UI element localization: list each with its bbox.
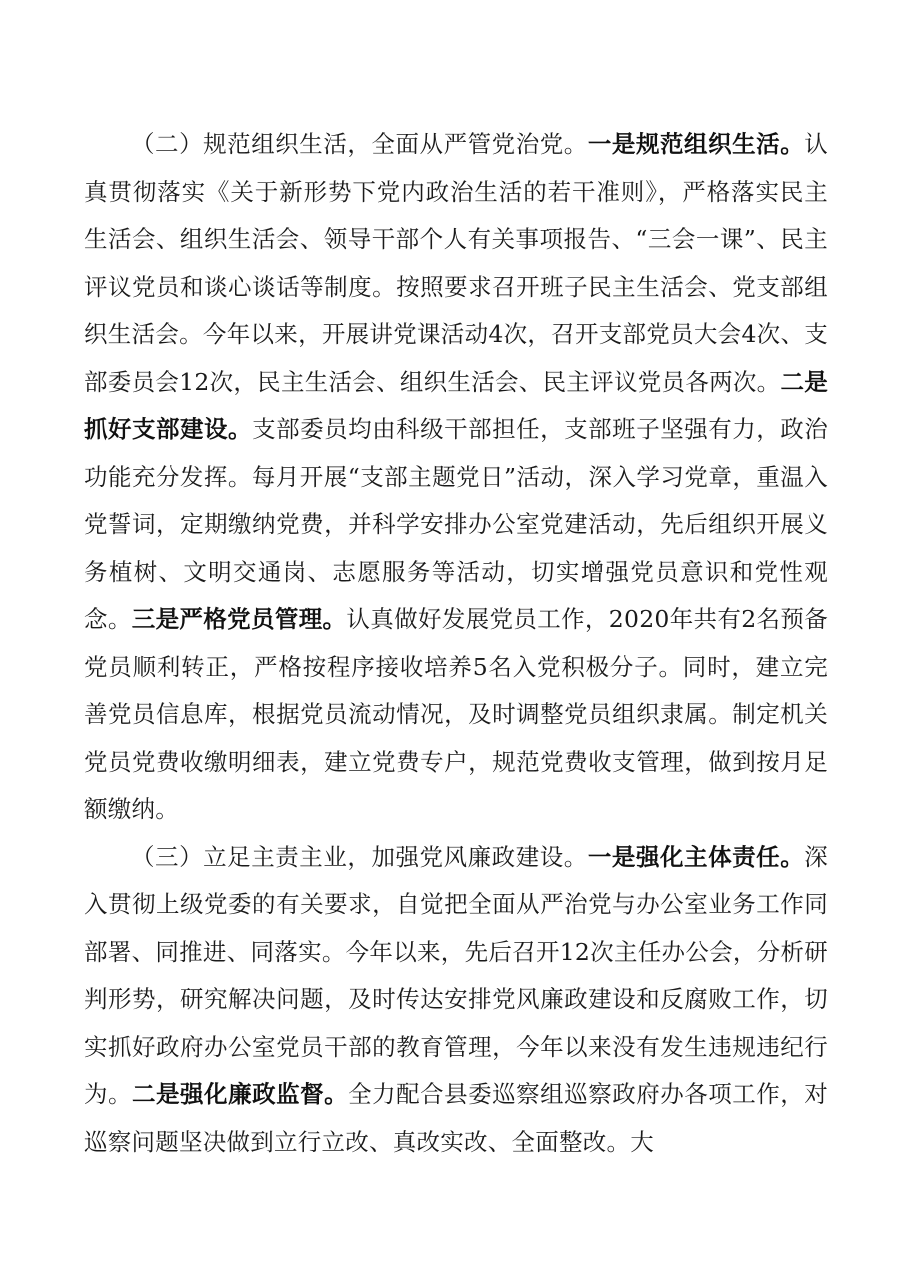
paragraph-section-three <box>84 834 828 1167</box>
section-two-point-two-body: 支部委员均由科级干部担任，支部班子坚强有力，政治功能充分发挥。每月开展“支部主题党日”活动，深入学习党章，重温入党誓词，定期缴纳党费，并科学安排办公室党建活动，先后组织开展义务植树、文明交通岗、志愿服务等活动，切实增强党员意识和党性观念。 <box>84 415 829 633</box>
section-two-point-three-body: 认真做好发展党员工作，2020年共有2名预备党员顺利转正，严格按程序接收培养5名入党积极分子。同时，建立完善党员信息库，根据党员流动情况，及时调整党员组织隶属。制定机关党员党费收缴明细表，建立党费专户，规范党费收支管理，做到按月足额缴纳。 <box>84 605 829 823</box>
section-three-point-two-title: 二是强化廉政监督。 <box>132 1080 349 1108</box>
section-two-point-one-body: 认真贯彻落实《关于新形势下党内政治生活的若干准则》，严格落实民主生活会、组织生活会、领导干部个人有关事项报告、“三会一课”、民主评议党员和谈心谈话等制度。按照要求召开班子民主生活会、党支部组织生活会。今年以来，开展讲党课活动4次，召开支部党员大会4次、支部委员会12次，民主生活会、组织生活会、民主评议党员各两次。 <box>84 130 829 396</box>
section-three-point-one-title: 一是强化主体责任。 <box>587 842 805 871</box>
section-two-heading: （二）规范组织生活，全面从严管党治党。 <box>131 130 588 158</box>
section-three-point-one-body: 深入贯彻上级党委的有关要求，自觉把全面从严治党与办公室业务工作同部署、同推进、同落实。今年以来，先后召开12次主任办公会，分析研判形势，研究解决问题，及时传达安排党风廉政建设和反腐败工作，切实抓好政府办公室党员干部的教育管理，今年以来没有发生违规违纪行为。 <box>84 842 829 1108</box>
section-three-point-two-body: 全力配合县委巡察组巡察政府办各项工作，对巡察问题坚决做到立行立改、真改实改、全面整改。大 <box>84 1080 829 1156</box>
section-three-heading: （三）立足主责主业，加强党风廉政建设。 <box>131 842 588 871</box>
paragraph-section-two <box>84 121 828 834</box>
section-two-point-three-title: 三是严格党员管理。 <box>131 605 347 633</box>
section-two-point-two-title: 二是抓好支部建设。 <box>84 367 829 443</box>
document-body <box>84 121 828 1166</box>
section-two-point-one-title: 一是规范组织生活。 <box>587 130 805 158</box>
